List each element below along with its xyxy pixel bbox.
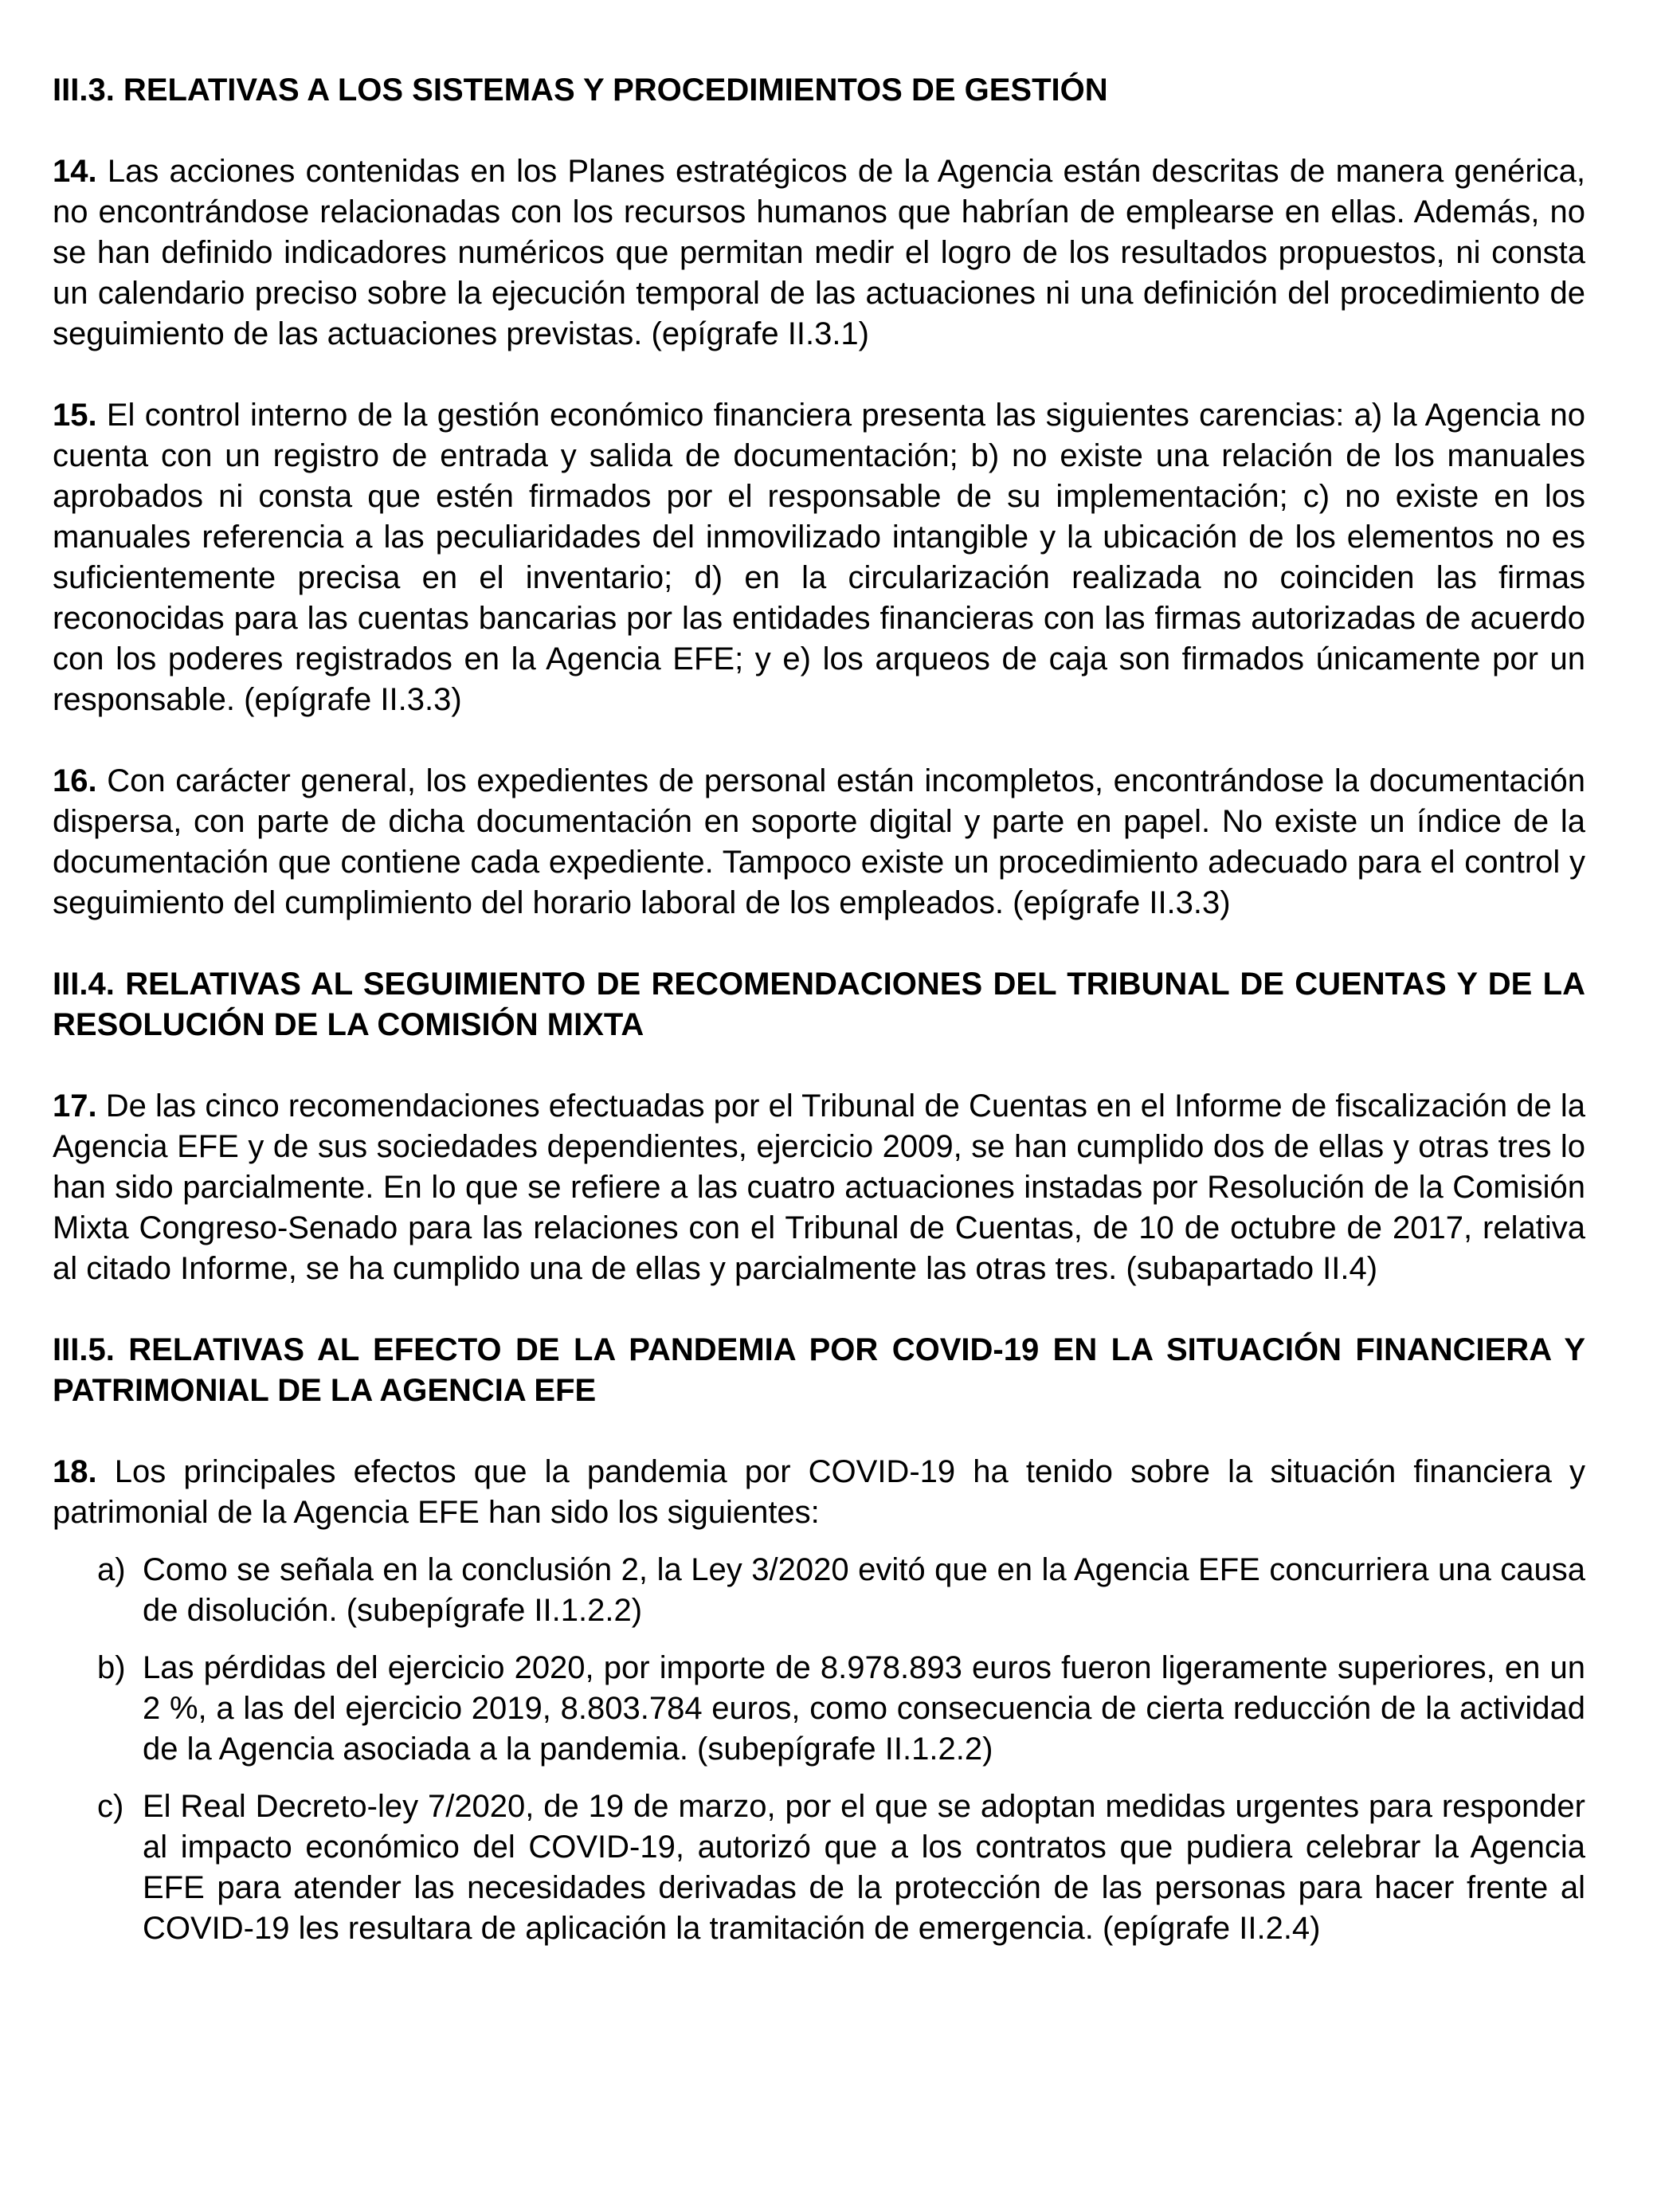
section-heading-iii-5: III.5. RELATIVAS AL EFECTO DE LA PANDEMIA POR COVID-19 EN LA SITUACIÓN FINANCIERA Y PATRIMONIAL DE LA AGENCIA EFE: [53, 1332, 1585, 1408]
list-item: [53, 1786, 1585, 1949]
paragraph-text: El control interno de la gestión económico financiera presenta las siguientes carencias: a) la Agencia no cuenta con un registro de entrada y salida de documentación; b) no existe una relación de los manuales aprobados ni consta que estén firmados por el responsable de su implementación; c) no existe en los manuales referencia a las peculiaridades del inmovilizado intangible y la ubicación de los elementos no es suficientemente precisa en el inventario; d) en la circularización realizada no coinciden las firmas reconocidas para las cuentas bancarias por las entidades financieras con las firmas autorizadas de acuerdo con los poderes registrados en la Agencia EFE; y e) los arqueos de caja son firmados únicamente por un responsable. (epígrafe II.3.3): [53, 398, 1585, 717]
list-marker: a): [97, 1552, 126, 1587]
paragraph-number: 15.: [53, 398, 97, 433]
paragraph-text: Las acciones contenidas en los Planes estratégicos de la Agencia están descritas de manera genérica, no encontrándose relacionadas con los recursos humanos que habrían de emplearse en ellas. Además, no se han definido indicadores numéricos que permitan medir el logro de los resultados propuestos, ni consta un calendario preciso sobre la ejecución temporal de las actuaciones ni una definición del procedimiento de seguimiento de las actuaciones previstas. (epígrafe II.3.1): [53, 154, 1585, 351]
paragraph-text: Los principales efectos que la pandemia por COVID-19 ha tenido sobre la situación financiera y patrimonial de la Agencia EFE han sido los siguientes:: [53, 1454, 1585, 1530]
list-item-text: Las pérdidas del ejercicio 2020, por importe de 8.978.893 euros fueron ligeramente superiores, en un 2 %, a las del ejercicio 2019, 8.803.784 euros, como consecuencia de cierta reducción de la actividad de la Agencia asociada a la pandemia. (subepígrafe II.1.2.2): [143, 1650, 1585, 1767]
list-marker: c): [97, 1789, 124, 1824]
paragraph-text: Con carácter general, los expedientes de personal están incompletos, encontrándose la documentación dispersa, con parte de dicha documentación en soporte digital y parte en papel. No existe un índice de la documentación que contiene cada expediente. Tampoco existe un procedimiento adecuado para el control y seguimiento del cumplimiento del horario laboral de los empleados. (epígrafe II.3.3): [53, 763, 1585, 920]
effects-list: [53, 1550, 1585, 1949]
list-item-text: Como se señala en la conclusión 2, la Ley 3/2020 evitó que en la Agencia EFE concurriera una causa de disolución. (subepígrafe II.1.2.2): [143, 1552, 1585, 1628]
list-marker: b): [97, 1650, 126, 1685]
paragraph-14: [53, 151, 1585, 355]
section-heading-iii-4: III.4. RELATIVAS AL SEGUIMIENTO DE RECOMENDACIONES DEL TRIBUNAL DE CUENTAS Y DE LA RESOLUCIÓN DE LA COMISIÓN MIXTA: [53, 967, 1585, 1042]
paragraph-number: 18.: [53, 1454, 97, 1489]
paragraph-number: 16.: [53, 763, 97, 798]
paragraph-number: 14.: [53, 154, 97, 189]
section-heading-iii-3: III.3. RELATIVAS A LOS SISTEMAS Y PROCEDIMIENTOS DE GESTIÓN: [53, 73, 1108, 108]
paragraph-18: [53, 1452, 1585, 1533]
paragraph-16: [53, 761, 1585, 924]
list-item: [53, 1550, 1585, 1631]
paragraph-number: 17.: [53, 1088, 97, 1124]
paragraph-text: De las cinco recomendaciones efectuadas por el Tribunal de Cuentas en el Informe de fiscalización de la Agencia EFE y de sus sociedades dependientes, ejercicio 2009, se han cumplido dos de ellas y otras tres lo han sido parcialmente. En lo que se refiere a las cuatro actuaciones instadas por Resolución de la Comisión Mixta Congreso-Senado para las relaciones con el Tribunal de Cuentas, de 10 de octubre de 2017, relativa al citado Informe, se ha cumplido una de ellas y parcialmente las otras tres. (subapartado II.4): [53, 1088, 1585, 1286]
document-page: [53, 70, 1585, 1966]
list-item: [53, 1648, 1585, 1770]
list-item-text: El Real Decreto-ley 7/2020, de 19 de marzo, por el que se adoptan medidas urgentes para responder al impacto económico del COVID-19, autorizó que a los contratos que pudiera celebrar la Agencia EFE para atender las necesidades derivadas de la protección de las personas para hacer frente al COVID-19 les resultara de aplicación la tramitación de emergencia. (epígrafe II.2.4): [143, 1789, 1585, 1946]
paragraph-17: [53, 1086, 1585, 1289]
paragraph-15: [53, 395, 1585, 720]
